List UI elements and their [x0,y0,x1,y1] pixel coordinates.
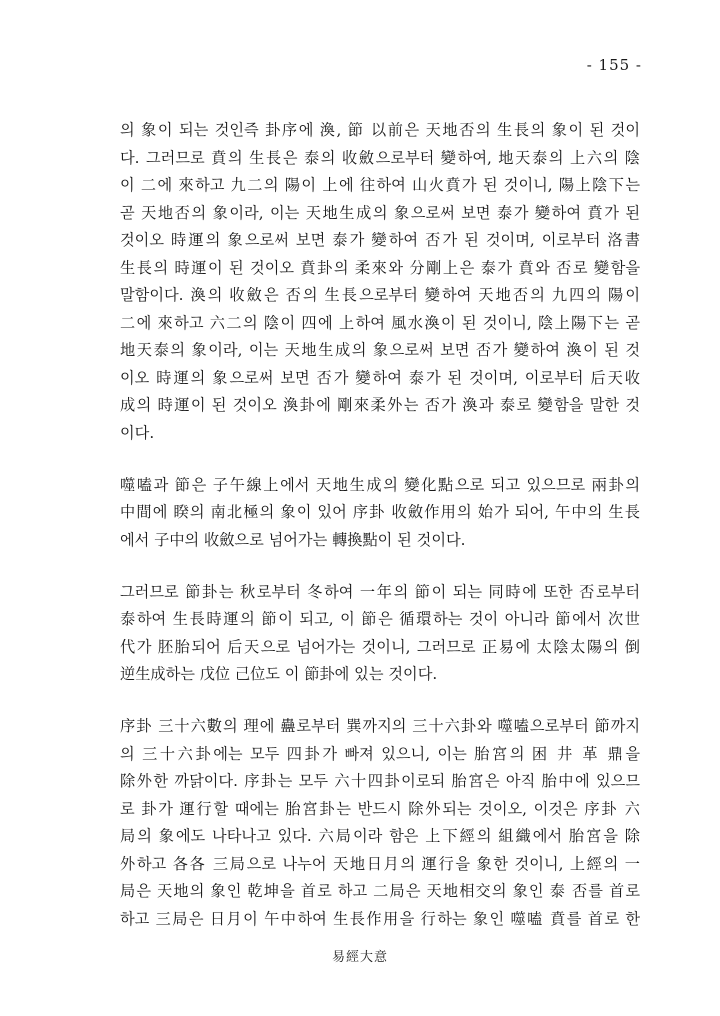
text-line: 逆生成하는 戊位 己位도 이 節卦에 있는 것이다. [120,665,438,683]
body-text [120,117,640,933]
text-line: 噬嗑과 節은 子午線上에서 天地生成의 變化點으로 되고 있으므로 兩卦의 [120,475,640,494]
text-line: 外하고 各各 三局으로 나누어 天地日月의 運行을 象한 것이니, 上經의 一 [120,854,640,873]
text-line: 곧 天地否의 象이라, 이는 天地生成의 象으로써 보면 泰가 變하여 賁가 된 [120,203,640,222]
text-line: 生長의 時運이 된 것이오 賁卦의 柔來와 分剛上은 泰가 賁와 否로 變함을 [120,258,640,277]
text-line: 泰하여 生長時運의 節이 되고, 이 節은 循環하는 것이 아니라 節에서 次世 [120,610,640,628]
text-line: 이 二에 來하고 九二의 陽이 上에 往하여 山火賁가 된 것이니, 陽上陰下는 [120,176,640,194]
text-line: 다. 그러므로 賁의 生長은 泰의 收斂으로부터 變하여, 地天泰의 上六의 陰 [120,148,640,167]
text-line: 序卦 三十六數의 理에 蠱로부터 巽까지의 三十六卦와 噬嗑으로부터 節까지 [120,717,640,735]
text-line: 에서 子中의 收斂으로 넘어가는 轉換點이 된 것이다. [120,530,466,549]
text-line: 二에 來하고 六二의 陰이 四에 上하여 風水渙이 된 것이니, 陰上陽下는 곧 [120,313,640,332]
text-line: 의 三十六卦에는 모두 四卦가 빠져 있으니, 이는 胎宮의 困 井 革 鼎을 [120,744,640,763]
text-line: 成의 時運이 된 것이오 渙卦에 剛來柔外는 否가 渙과 泰로 變함을 말한 것 [120,396,640,414]
page-number: - 155 - [586,56,642,74]
text-line: 그러므로 節卦는 秋로부터 冬하여 一年의 節이 되는 同時에 또한 否로부터 [120,582,640,601]
text-line: 말함이다. 渙의 收斂은 否의 生長으로부터 變하여 天地否의 九四의 陽이 [120,286,640,304]
text-line: 하고 三局은 日月이 午中하여 生長作用을 行하는 象인 噬嗑 賁를 首로 한 [120,909,640,928]
text-line: 로 卦가 運行할 때에는 胎宮卦는 반드시 除外되는 것이오, 이것은 序卦 六 [120,799,640,818]
paragraph [120,713,640,933]
text-line: 局의 象에도 나타나고 있다. 六局이라 함은 上下經의 組織에서 胎宮을 除 [120,827,640,845]
text-line: 除外한 까닭이다. 序卦는 모두 六十四卦이로되 胎宮은 아직 胎中에 있으므 [120,772,640,790]
text-line: 代가 胚胎되어 后天으로 넘어가는 것이니, 그러므로 正易에 太陰太陽의 倒 [120,637,640,656]
text-line: 中間에 睽의 南北極의 象이 있어 序卦 收斂作用의 始가 되어, 午中의 生長 [120,503,640,521]
paragraph [120,472,640,555]
text-line: 것이오 時運의 象으로써 보면 泰가 變하여 否가 된 것이며, 이로부터 洛書 [120,231,640,249]
text-line: 의 象이 되는 것인즉 卦序에 渙, 節 以前은 天地否의 生長의 象이 된 것이 [120,121,640,139]
paragraph [120,117,640,447]
page-footer: 易經大意 [331,950,388,965]
paragraph [120,579,640,689]
text-line: 이오 時運의 象으로써 보면 否가 變하여 泰가 된 것이며, 이로부터 后天收 [120,368,640,387]
text-line: 局은 天地의 象인 乾坤을 首로 하고 二局은 天地相交의 象인 泰 否를 首로 [120,882,640,900]
text-line: 地天泰의 象이라, 이는 天地生成의 象으로써 보면 否가 變하여 渙이 된 것 [120,341,640,359]
text-line: 이다. [120,423,155,442]
